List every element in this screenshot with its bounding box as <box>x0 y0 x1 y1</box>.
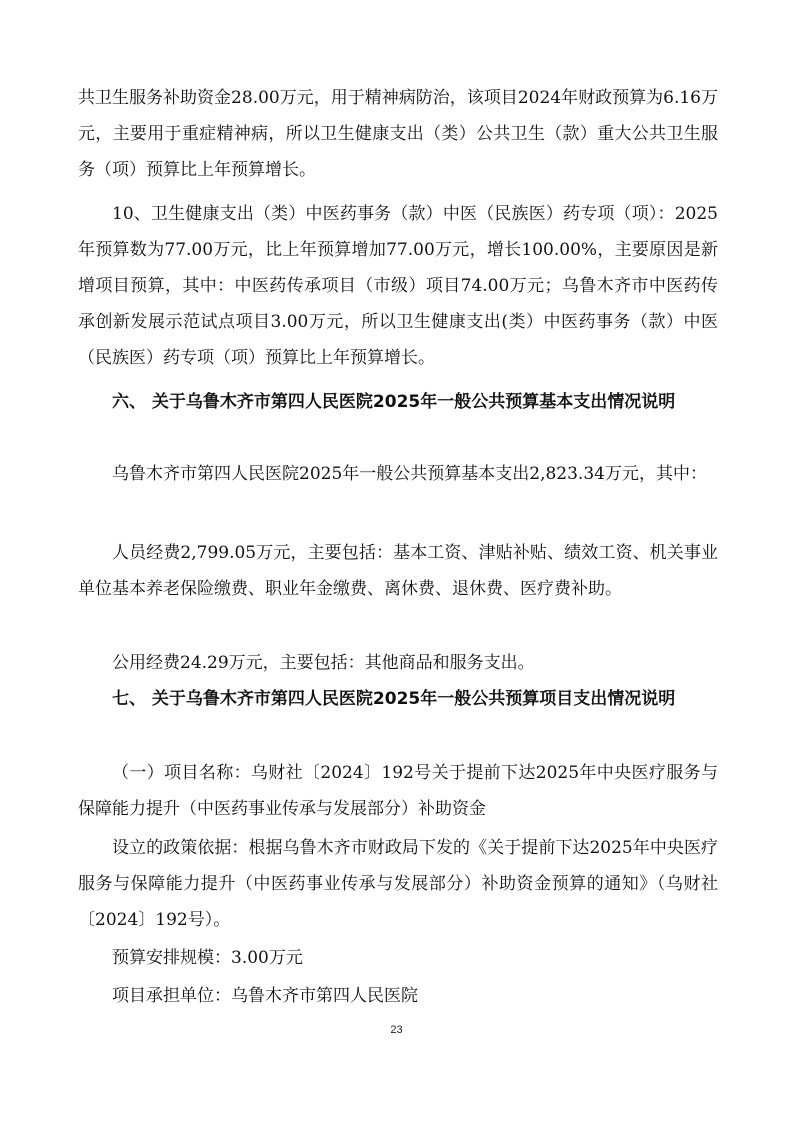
section-heading-seven: 七、 关于乌鲁木齐市第四人民医院2025年一般公共预算项目支出情况说明 <box>112 689 676 709</box>
paragraph-responsible-unit: 项目承担单位：乌鲁木齐市第四人民医院 <box>112 986 418 1006</box>
paragraph-personnel-expenses: 人员经费2,799.05万元，主要包括：基本工资、津贴补贴、绩效工资、机关事业单位基本养老保险缴费、职业年金缴费、离休费、退休费、医疗费补助。 <box>78 543 718 599</box>
page-number: 23 <box>390 1024 403 1036</box>
paragraph-basic-expenditure: 乌鲁木齐市第四人民医院2025年一般公共预算基本支出2,823.34万元，其中： <box>112 464 707 484</box>
paragraph-budget-scale: 预算安排规模：3.00万元 <box>112 948 303 968</box>
paragraph-item-10-tcm: 10、卫生健康支出（类）中医药事务（款）中医（民族医）药专项（项）：2025年预算数为77.00万元，比上年预算增加77.00万元，增长100.00%，主要原因是新增项目预算，其中：中医药传承项目（市级）项目74.00万元；乌鲁木齐市中医药传承创新发展示范试点项目3.00万元，所以卫生健康支出(类）中医药事务（款）中医（民族医）药专项（项）预算比上年预算增长。 <box>78 204 718 368</box>
paragraph-policy-basis: 设立的政策依据：根据乌鲁木齐市财政局下发的《关于提前下达2025年中央医疗服务与保障能力提升（中医药事业传承与发展部分）补助资金预算的通知》（乌财社〔2024〕192号）。 <box>78 838 718 930</box>
section-heading-six: 六、 关于乌鲁木齐市第四人民医院2025年一般公共预算基本支出情况说明 <box>112 392 676 412</box>
paragraph-public-expenses: 公用经费24.29万元，主要包括：其他商品和服务支出。 <box>112 653 535 673</box>
paragraph-public-health-continued: 共卫生服务补助资金28.00万元，用于精神病防治，该项目2024年财政预算为6.16万元，主要用于重症精神病，所以卫生健康支出（类）公共卫生（款）重大公共卫生服务（项）预算比上年预算增长。 <box>78 88 718 180</box>
paragraph-project-name: （一）项目名称：乌财社〔2024〕192号关于提前下达2025年中央医疗服务与保障能力提升（中医药事业传承与发展部分）补助资金 <box>78 763 718 819</box>
